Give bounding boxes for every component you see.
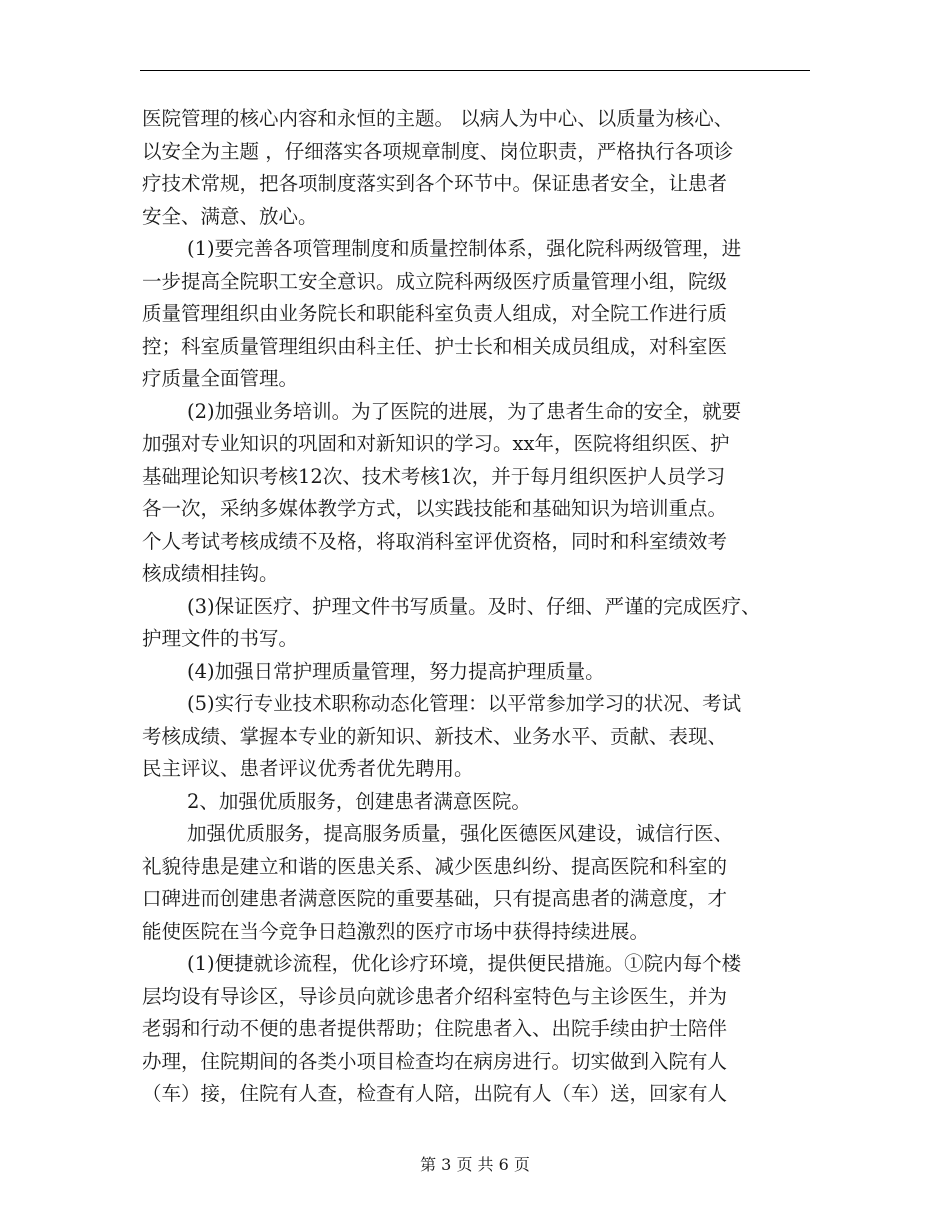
text-line: 疗技术常规，把各项制度落实到各个环节中。保证患者安全，让患者	[142, 172, 728, 195]
body-text	[142, 103, 822, 1111]
text-line: （车）接，住院有人查，检查有人陪，出院有人（车）送，回家有人	[142, 1082, 728, 1105]
text-line: 口碑进而创建患者满意医院的重要基础，只有提高患者的满意度，才	[142, 887, 728, 910]
text-line: 礼貌待患是建立和谐的医患关系、减少医患纠纷、提高医院和科室的	[142, 854, 728, 878]
text-line: (5)实行专业技术职称动态化管理：以平常参加学习的状况、考试	[187, 692, 742, 715]
text-line: 基础理论知识考核12次、技术考核1次，并于每月组织医护人员学习	[142, 464, 726, 488]
text-line: 能使医院在当今竞争日趋激烈的医疗市场中获得持续进展。	[142, 919, 650, 943]
text-line: 核成绩相挂钩。	[142, 562, 279, 585]
text-line: 医院管理的核心内容和永恒的主题。 以病人为中心、以质量为核心、	[142, 107, 734, 130]
text-line: 民主评议、患者评议优秀者优先聘用。	[142, 757, 474, 780]
text-line: (3)保证医疗、护理文件书写质量。及时、仔细、严谨的完成医疗、	[187, 594, 761, 618]
text-line: 加强优质服务，提高服务质量，强化医德医风建设，诚信行医、	[187, 822, 734, 845]
text-line: 安全、满意、放心。	[142, 204, 318, 228]
text-line: 质量管理组织由业务院长和职能科室负责人组成，对全院工作进行质	[142, 302, 728, 325]
text-line: 办理，住院期间的各类小项目检查均在病房进行。切实做到入院有人	[142, 1049, 728, 1073]
text-line: 以安全为主题 ，仔细落实各项规章制度、岗位职责，严格执行各项诊	[142, 139, 734, 163]
text-line: 控；科室质量管理组织由科主任、护士长和相关成员组成，对科室医	[142, 334, 728, 358]
text-line: (1)便捷就诊流程，优化诊疗环境，提供便民措施。①院内每个楼	[187, 952, 742, 975]
header-rule	[140, 70, 810, 71]
text-line: (2)加强业务培训。为了医院的进展，为了患者生命的安全，就要	[187, 399, 742, 423]
text-line: 个人考试考核成绩不及格，将取消科室评优资格，同时和科室绩效考	[142, 529, 728, 553]
text-line: 各一次，采纳多媒体教学方式，以实践技能和基础知识为培训重点。	[142, 497, 728, 520]
text-line: (4)加强日常护理质量管理，努力提高护理质量。	[187, 659, 605, 683]
text-line: 一步提高全院职工安全意识。成立院科两级医疗质量管理小组，院级	[142, 269, 728, 293]
text-line: (1)要完善各项管理制度和质量控制体系，强化院科两级管理，进	[187, 237, 742, 260]
text-line: 考核成绩、掌握本专业的新知识、新技术、业务水平、贡献、表现、	[142, 724, 728, 748]
page-number-footer: 第 3 页 共 6 页	[420, 1155, 530, 1174]
text-line: 加强对专业知识的巩固和对新知识的学习。xx年，医院将组织医、护	[142, 432, 730, 455]
text-line: 2、加强优质服务，创建患者满意医院。	[187, 789, 531, 813]
text-line: 层均设有导诊区，导诊员向就诊患者介绍科室特色与主诊医生，并为	[142, 984, 728, 1008]
text-line: 护理文件的书写。	[142, 627, 299, 650]
text-line: 疗质量全面管理。	[142, 367, 299, 390]
text-line: 老弱和行动不便的患者提供帮助；住院患者入、出院手续由护士陪伴	[142, 1017, 728, 1040]
